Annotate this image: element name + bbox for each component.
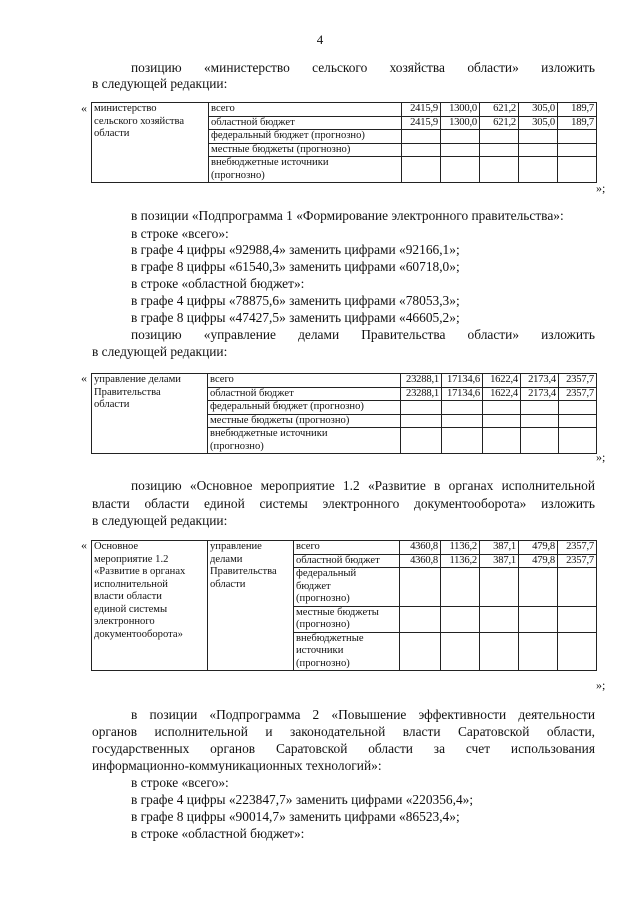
close-quote: »;	[596, 450, 606, 464]
table-cell	[519, 632, 558, 671]
table-row-label: местные бюджеты (прогнозно)	[209, 143, 402, 157]
table-cell	[441, 568, 480, 607]
table-cell	[401, 414, 442, 428]
table-cell	[441, 157, 480, 183]
paragraph-text: информационно-коммуникационных технологий»:	[92, 758, 382, 773]
table-cell: 1136,2	[441, 541, 480, 555]
table-cell	[442, 414, 483, 428]
table-cell: 2357,7	[559, 374, 597, 388]
table-cell	[483, 428, 521, 454]
table-cell	[441, 606, 480, 632]
table-org-cell: управление делами Правительства области	[92, 374, 208, 454]
budget-table-ministry-agriculture	[91, 102, 597, 183]
table-cell	[483, 414, 521, 428]
table-cell: 1622,4	[483, 374, 521, 388]
table-cell: 4360,8	[400, 541, 441, 555]
table-cell	[559, 428, 597, 454]
table-row-label: внебюджетные источники (прогнозно)	[208, 428, 401, 454]
table-cell	[400, 606, 441, 632]
table-cell: 4360,8	[400, 554, 441, 568]
paragraph-text: органов исполнительной и законодательной власти Саратовской области,	[92, 724, 595, 739]
table-cell	[441, 632, 480, 671]
table-cell: 479,8	[519, 554, 558, 568]
table-row-label: федеральный бюджет (прогнозно)	[209, 130, 402, 144]
paragraph-text: позицию «министерство сельского хозяйства области» изложить	[131, 60, 595, 75]
table-cell: 2173,4	[521, 387, 559, 401]
table-org-cell: министерство сельского хозяйства области	[92, 103, 209, 183]
table-cell	[521, 428, 559, 454]
budget-table-measure-1-2	[91, 540, 597, 671]
table-cell	[480, 157, 519, 183]
table-cell	[480, 130, 519, 144]
table-cell: 17134,6	[442, 387, 483, 401]
paragraph-text: в строке «областной бюджет»:	[131, 276, 305, 291]
table-measure-cell: Основное мероприятие 1.2 «Развитие в органах исполнительной власти области единой системы электронного документооборота»	[92, 541, 208, 671]
page-number: 4	[316, 32, 324, 47]
table-cell: 621,2	[480, 116, 519, 130]
paragraph-text: в следующей редакции:	[92, 344, 228, 359]
paragraph-text: в позиции «Подпрограмма 1 «Формирование электронного правительства»:	[131, 208, 564, 223]
open-quote: «	[81, 101, 87, 115]
table-cell	[441, 143, 480, 157]
table-row-label: федеральный бюджет (прогнозно)	[294, 568, 400, 607]
table-cell: 23288,1	[401, 374, 442, 388]
table-cell	[558, 143, 597, 157]
close-quote: »;	[596, 181, 606, 195]
table-row-label: областной бюджет	[209, 116, 402, 130]
table-cell: 1136,2	[441, 554, 480, 568]
table-cell	[558, 632, 597, 671]
table-cell	[558, 606, 597, 632]
table-cell	[519, 568, 558, 607]
paragraph-text: позицию «управление делами Правительства области» изложить	[131, 327, 595, 342]
table-cell	[558, 157, 597, 183]
paragraph-text: в позиции «Подпрограмма 2 «Повышение эффективности деятельности	[131, 707, 595, 722]
paragraph-text: в графе 4 цифры «223847,7» заменить цифрами «220356,4»;	[131, 792, 474, 807]
table-cell	[480, 606, 519, 632]
paragraph-text: государственных органов Саратовской области за счет использования	[92, 741, 595, 756]
table-row	[92, 541, 597, 555]
open-quote: «	[81, 538, 87, 552]
table-cell: 189,7	[558, 103, 597, 117]
table-cell: 1300,0	[441, 116, 480, 130]
table-cell: 2357,7	[559, 387, 597, 401]
table-cell	[558, 568, 597, 607]
table-cell: 2415,9	[402, 103, 441, 117]
table-cell: 17134,6	[442, 374, 483, 388]
table-cell	[521, 414, 559, 428]
table-cell	[400, 568, 441, 607]
table-cell: 2173,4	[521, 374, 559, 388]
paragraph-text: в строке «областной бюджет»:	[131, 826, 305, 841]
table-cell	[402, 143, 441, 157]
table-cell: 2357,7	[558, 554, 597, 568]
paragraph-text: в графе 4 цифры «78875,6» заменить цифрами «78053,3»;	[131, 293, 460, 308]
table-org-cell: управление делами Правительства области	[208, 541, 294, 671]
paragraph-text: в строке «всего»:	[131, 226, 229, 241]
paragraph-text: позицию «Основное мероприятие 1.2 «Развитие в органах исполнительной	[131, 478, 595, 493]
table-row-label: местные бюджеты (прогнозно)	[294, 606, 400, 632]
table-cell	[559, 401, 597, 415]
table-cell	[519, 606, 558, 632]
table-cell	[480, 568, 519, 607]
table-cell: 305,0	[519, 103, 558, 117]
budget-table-government-office	[91, 373, 597, 454]
table-row-label: внебюджетные источники (прогнозно)	[209, 157, 402, 183]
table-row-label: внебюджетные источники (прогнозно)	[294, 632, 400, 671]
paragraph-text: в графе 4 цифры «92988,4» заменить цифрами «92166,1»;	[131, 242, 460, 257]
table-cell: 387,1	[480, 541, 519, 555]
paragraph-text: в графе 8 цифры «61540,3» заменить цифрами «60718,0»;	[131, 259, 460, 274]
paragraph-text: власти области единой системы электронного документооборота» изложить	[92, 496, 595, 511]
table-cell	[442, 401, 483, 415]
table-row-label: областной бюджет	[294, 554, 400, 568]
table-cell: 479,8	[519, 541, 558, 555]
table-row-label: федеральный бюджет (прогнозно)	[208, 401, 401, 415]
table-cell: 621,2	[480, 103, 519, 117]
table-cell: 2357,7	[558, 541, 597, 555]
table-cell	[402, 157, 441, 183]
close-quote: »;	[596, 678, 606, 692]
table-cell: 305,0	[519, 116, 558, 130]
table-row	[92, 374, 597, 388]
table-cell	[442, 428, 483, 454]
paragraph-text: в графе 8 цифры «47427,5» заменить цифрами «46605,2»;	[131, 310, 460, 325]
table-cell	[441, 130, 480, 144]
paragraph-text: в следующей редакции:	[92, 76, 228, 91]
table-row-label: областной бюджет	[208, 387, 401, 401]
table-row-label: местные бюджеты (прогнозно)	[208, 414, 401, 428]
table-cell	[519, 143, 558, 157]
paragraph-text: в строке «всего»:	[131, 775, 229, 790]
table-cell	[483, 401, 521, 415]
table-cell: 189,7	[558, 116, 597, 130]
paragraph-text: в следующей редакции:	[92, 513, 228, 528]
table-cell	[519, 130, 558, 144]
table-cell	[519, 157, 558, 183]
table-row-label: всего	[209, 103, 402, 117]
table-cell	[559, 414, 597, 428]
table-cell: 23288,1	[401, 387, 442, 401]
table-cell	[480, 632, 519, 671]
table-cell: 387,1	[480, 554, 519, 568]
table-cell	[521, 401, 559, 415]
table-row	[92, 103, 597, 117]
open-quote: «	[81, 371, 87, 385]
table-row-label: всего	[208, 374, 401, 388]
table-cell	[558, 130, 597, 144]
table-cell: 2415,9	[402, 116, 441, 130]
table-cell	[401, 401, 442, 415]
table-cell	[402, 130, 441, 144]
table-cell: 1622,4	[483, 387, 521, 401]
table-cell: 1300,0	[441, 103, 480, 117]
table-cell	[401, 428, 442, 454]
table-row-label: всего	[294, 541, 400, 555]
table-cell	[400, 632, 441, 671]
paragraph-text: в графе 8 цифры «90014,7» заменить цифрами «86523,4»;	[131, 809, 460, 824]
table-cell	[480, 143, 519, 157]
